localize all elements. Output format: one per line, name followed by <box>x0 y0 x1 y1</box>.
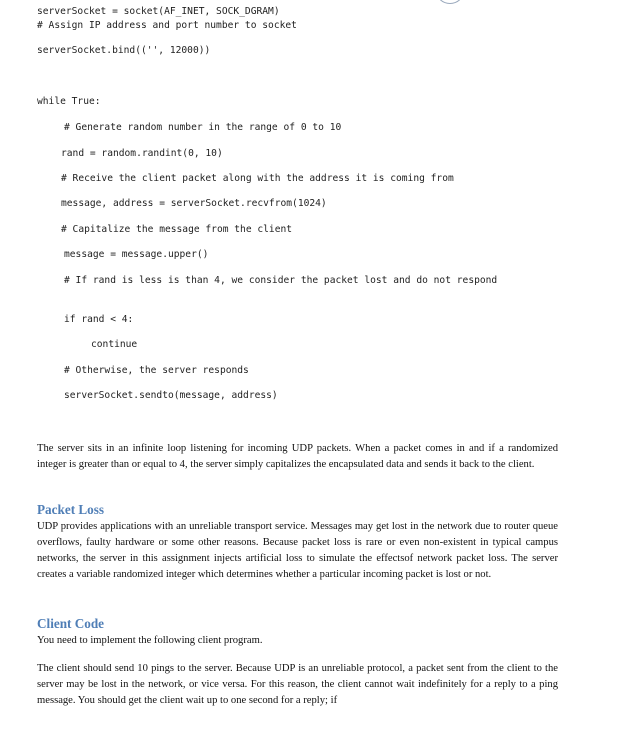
code-comment-receive: # Receive the client packet along with the address it is coming from <box>61 173 454 184</box>
code-comment-assign: # Assign IP address and port number to socket <box>37 20 297 31</box>
code-line-continue: continue <box>91 339 138 350</box>
code-comment-otherwise: # Otherwise, the server responds <box>64 365 249 376</box>
heading-packet-loss: Packet Loss <box>37 502 105 517</box>
code-line-if-rand: if rand < 4: <box>64 314 134 325</box>
code-comment-capitalize: # Capitalize the message from the client <box>61 224 293 235</box>
paragraph-client-intro: You need to implement the following client program. <box>37 635 263 646</box>
heading-client-code: Client Code <box>37 616 105 631</box>
code-line-recvfrom: message, address = serverSocket.recvfrom(1024) <box>61 198 327 209</box>
code-line-randint: rand = random.randint(0, 10) <box>61 148 223 159</box>
paragraph-server-loop: The server sits in an infinite loop listening for incoming UDP packets. When a packet comes in and if a randomized integer is greater than or equal to 4, the server simply capitalizes the encapsulated data and sends it back to the client. <box>37 443 558 470</box>
code-line-sendto: serverSocket.sendto(message, address) <box>64 390 278 401</box>
code-line-socket: serverSocket = socket(AF_INET, SOCK_DGRAM) <box>37 6 280 17</box>
code-line-upper: message = message.upper() <box>64 249 209 260</box>
paragraph-packet-loss: UDP provides applications with an unreliable transport service. Messages may get lost in the network due to router queue overflows, faulty hardware or some other reasons. Because packet loss is rare or even non-existent in typical campus networks, the server in this assignment injects artificial loss to simulate the effectsof network packet loss. The server creates a variable randomized integer which determines whether a particular incoming packet is lost or not. <box>37 521 558 580</box>
paragraph-client-details: The client should send 10 pings to the server. Because UDP is an unreliable protocol, a packet sent from the client to the server may be lost in the network, or vice versa. For this reason, the client cannot wait indefinitely for a reply to a ping message. You should get the client wait up to one second for a reply; if <box>37 663 558 706</box>
code-comment-random: # Generate random number in the range of 0 to 10 <box>64 122 342 133</box>
code-line-bind: serverSocket.bind(('', 12000)) <box>37 45 211 56</box>
logo-fragment <box>436 0 464 4</box>
code-comment-lost: # If rand is less is than 4, we consider the packet lost and do not respond <box>64 275 498 286</box>
code-line-while: while True: <box>37 96 101 107</box>
